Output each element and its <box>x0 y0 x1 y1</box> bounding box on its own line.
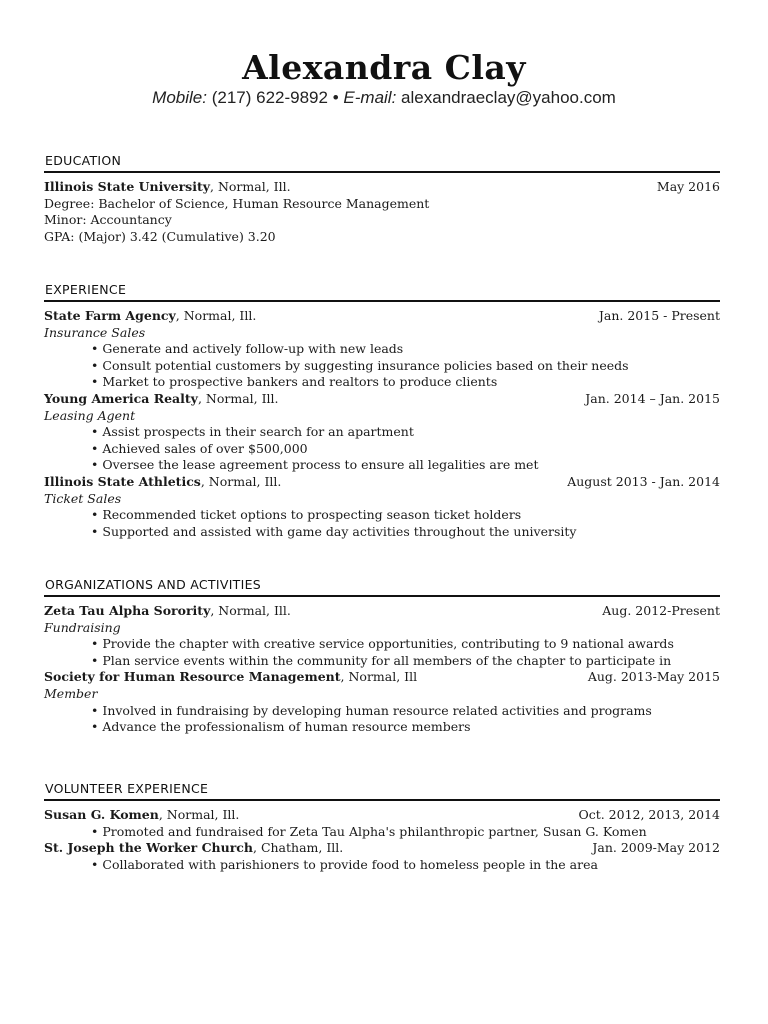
entry-organization: Young America Realty <box>44 390 198 406</box>
bullet-item: • Assist prospects in their search for an apartment <box>91 424 414 440</box>
entry-location: , Normal, Ill. <box>197 390 279 406</box>
bullet-item: • Plan service events within the community for all members of the chapter to participate in <box>91 652 672 668</box>
section-title: VOLUNTEER EXPERIENCE <box>45 781 209 796</box>
contact-separator: • <box>332 88 339 107</box>
bullet-item: • Consult potential customers by suggesting insurance policies based on their needs <box>91 357 629 373</box>
entry-role: Fundraising <box>44 619 121 635</box>
bullet-icon: • <box>91 440 99 456</box>
experience-entry-header <box>44 474 720 491</box>
section-title: ORGANIZATIONS AND ACTIVITIES <box>45 577 262 592</box>
section-title: EXPERIENCE <box>45 282 127 297</box>
bullet-icon: • <box>91 823 99 839</box>
minor-line: Minor: Accountancy <box>44 212 172 228</box>
email-label: E-mail: <box>343 88 397 107</box>
bullet-item: • Supported and assisted with game day activities throughout the university <box>91 523 577 539</box>
entry-organization: Susan G. Komen <box>44 807 159 822</box>
volunteer-entry-header <box>44 807 720 824</box>
volunteer-section <box>44 780 720 873</box>
entry-organization: Illinois State University <box>44 179 210 194</box>
organizations-section <box>44 576 720 736</box>
bullet-icon: • <box>91 636 99 652</box>
degree-line: Degree: Bachelor of Science, Human Resource Management <box>44 195 430 211</box>
bullet-icon: • <box>91 507 99 523</box>
bullet-item: • Market to prospective bankers and realtors to produce clients <box>91 374 498 390</box>
bullet-item: • Collaborated with parishioners to provide food to homeless people in the area <box>91 856 598 872</box>
entry-location: , Normal, Ill <box>340 669 418 685</box>
bullet-icon: • <box>91 856 99 872</box>
organization-entry-header <box>44 603 720 620</box>
resume-name: Alexandra Clay <box>242 48 526 87</box>
entry-date: Aug. 2012-Present <box>602 603 720 618</box>
entry-role: Member <box>44 685 98 701</box>
bullet-item: • Advance the professionalism of human resource members <box>91 719 471 735</box>
bullet-item: • Involved in fundraising by developing human resource related activities and programs <box>91 702 652 718</box>
entry-date: Jan. 2014 – Jan. 2015 <box>585 390 720 406</box>
experience-section <box>44 281 720 540</box>
bullet-item: • Provide the chapter with creative service opportunities, contributing to 9 national awards <box>91 636 674 652</box>
entry-role: Insurance Sales <box>44 324 146 340</box>
education-section <box>44 152 720 245</box>
email-address: alexandraeclay@yahoo.com <box>401 88 616 107</box>
bullet-icon: • <box>91 652 99 668</box>
entry-organization: St. Joseph the Worker Church <box>44 840 253 856</box>
entry-date: Jan. 2015 - Present <box>598 308 720 323</box>
contact-line <box>0 88 768 108</box>
bullet-icon: • <box>91 357 99 373</box>
entry-role: Leasing Agent <box>44 407 136 423</box>
mobile-number: (217) 622-9892 <box>211 88 328 107</box>
entry-location: , Normal, Ill. <box>210 603 291 618</box>
bullet-item: • Promoted and fundraised for Zeta Tau Alpha's philanthropic partner, Susan G. Komen <box>91 823 647 839</box>
section-divider <box>44 300 720 302</box>
entry-organization: Society for Human Resource Management <box>44 669 341 685</box>
entry-date: Aug. 2013-May 2015 <box>587 669 720 685</box>
bullet-icon: • <box>91 424 99 440</box>
bullet-icon: • <box>91 523 99 539</box>
entry-date: Jan. 2009-May 2012 <box>592 840 720 856</box>
section-divider <box>44 799 720 801</box>
entry-role: Ticket Sales <box>44 490 122 506</box>
entry-location: , Normal, Ill. <box>175 308 257 323</box>
bullet-item: • Generate and actively follow-up with new leads <box>91 341 404 357</box>
experience-entry-header <box>44 308 720 325</box>
mobile-label: Mobile: <box>152 88 207 107</box>
entry-date: May 2016 <box>656 179 720 194</box>
bullet-item: • Achieved sales of over $500,000 <box>91 440 308 456</box>
bullet-item: • Oversee the lease agreement process to ensure all legalities are met <box>91 457 539 473</box>
section-divider <box>44 595 720 597</box>
bullet-item: • Recommended ticket options to prospecting season ticket holders <box>91 507 522 523</box>
section-title: EDUCATION <box>45 153 122 168</box>
entry-date: August 2013 - Jan. 2014 <box>567 473 720 489</box>
entry-location: , Normal, Ill. <box>158 807 240 822</box>
gpa-line: GPA: (Major) 3.42 (Cumulative) 3.20 <box>44 228 276 244</box>
entry-date: Oct. 2012, 2013, 2014 <box>578 807 720 822</box>
bullet-icon: • <box>91 341 99 357</box>
bullet-icon: • <box>91 702 99 718</box>
bullet-icon: • <box>91 719 99 735</box>
entry-location: , Chatham, Ill. <box>253 840 344 856</box>
organization-entry-header <box>44 669 720 686</box>
section-divider <box>44 171 720 173</box>
entry-organization: Zeta Tau Alpha Sorority <box>44 603 211 618</box>
entry-organization: State Farm Agency <box>44 308 176 323</box>
entry-organization: Illinois State Athletics <box>44 473 201 489</box>
bullet-icon: • <box>91 374 99 390</box>
entry-location: , Normal, Ill. <box>210 179 291 194</box>
entry-location: , Normal, Ill. <box>200 473 282 489</box>
bullet-icon: • <box>91 457 99 473</box>
volunteer-entry-header <box>44 840 720 857</box>
experience-entry-header <box>44 391 720 408</box>
education-entry-header <box>44 179 720 196</box>
